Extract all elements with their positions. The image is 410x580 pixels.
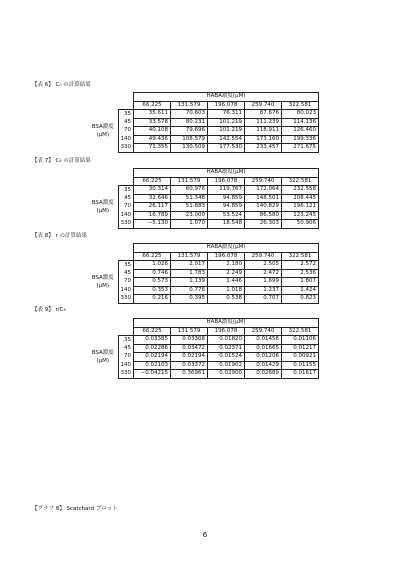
table-cell: 71.355 — [134, 144, 171, 153]
row-header: 70 — [118, 203, 134, 212]
table-cell: 1.783 — [171, 269, 208, 278]
table-9 — [88, 318, 319, 379]
table-cell: 70.603 — [171, 110, 208, 119]
table-cell: 0.00921 — [282, 353, 319, 362]
table-cell: 0.02194 — [134, 353, 171, 362]
table-cell: 148.501 — [245, 194, 282, 203]
table-9-caption: 【表 9】 r/C₆ — [32, 307, 66, 313]
table-cell: 80.023 — [282, 110, 319, 119]
table-row — [88, 278, 319, 287]
table-6 — [88, 92, 319, 153]
col-header: 322.581 — [282, 327, 319, 336]
row-header: 45 — [118, 269, 134, 278]
row-header: 45 — [118, 344, 134, 353]
table-cell: 94.859 — [208, 194, 245, 203]
col-header: 66.225 — [134, 177, 171, 186]
table-cell: 142.554 — [208, 135, 245, 144]
col-header: 322.581 — [282, 177, 319, 186]
table-row — [88, 135, 319, 144]
bsa-label: BSA濃度 (μM) — [91, 123, 114, 138]
col-header: 259.740 — [245, 252, 282, 261]
table-7-caption: 【表 7】 C₆ の計算結果 — [32, 158, 91, 164]
table-cell: 1.026 — [134, 261, 171, 270]
table-cell: 53.524 — [208, 211, 245, 220]
table-cell: 26.117 — [134, 203, 171, 212]
table-cell: 0.01524 — [208, 353, 245, 362]
row-header: 35 — [118, 336, 134, 345]
row-header: 140 — [118, 361, 134, 370]
table-cell: 111.239 — [245, 118, 282, 127]
table-cell: 0.02103 — [134, 361, 171, 370]
col-header: 131.579 — [171, 101, 208, 110]
table-cell: 177.530 — [208, 144, 245, 153]
table-row — [88, 269, 319, 278]
haba-header: HABA濃度(μM) — [134, 319, 319, 328]
table-row — [88, 211, 319, 220]
table-cell: 0.03372 — [171, 361, 208, 370]
table-row — [88, 203, 319, 212]
table-cell: 0.03385 — [134, 336, 171, 345]
table-cell: 0.395 — [171, 295, 208, 304]
col-header: 259.740 — [245, 101, 282, 110]
table-cell: 0.01217 — [282, 344, 319, 353]
table-cell: 1.139 — [171, 278, 208, 287]
table-row — [88, 186, 319, 195]
table-6-caption: 【表 6】 C₀ の計算結果 — [32, 82, 91, 88]
table-cell: 51.348 — [171, 194, 208, 203]
table-cell: 60.976 — [171, 186, 208, 195]
table-row — [88, 127, 319, 136]
table-cell: 35.611 — [134, 110, 171, 119]
row-header: 140 — [118, 135, 134, 144]
table-cell: 126.460 — [282, 127, 319, 136]
table-cell: 2.572 — [282, 261, 319, 270]
table-row — [88, 110, 319, 119]
table-cell: 0.01665 — [245, 344, 282, 353]
table-cell: 0.823 — [282, 295, 319, 304]
table-cell: 86.580 — [245, 211, 282, 220]
table-cell: 16.789 — [134, 211, 171, 220]
table-cell: 0.01617 — [282, 370, 319, 379]
row-header: 35 — [118, 261, 134, 270]
row-header: 45 — [118, 194, 134, 203]
table-cell: 0.01429 — [245, 361, 282, 370]
table-cell: 0.746 — [134, 269, 171, 278]
table-cell: −5.130 — [134, 220, 171, 229]
bsa-label: BSA濃度 (μM) — [91, 349, 114, 364]
row-header: 330 — [118, 295, 134, 304]
table-cell: 199.336 — [282, 135, 319, 144]
table-cell: 140.829 — [245, 203, 282, 212]
table-cell: 0.216 — [134, 295, 171, 304]
table-row — [88, 118, 319, 127]
haba-header: HABA濃度(μM) — [134, 244, 319, 253]
row-header: 35 — [118, 110, 134, 119]
table-cell: 0.776 — [171, 286, 208, 295]
table-cell: 101.219 — [208, 127, 245, 136]
haba-header: HABA濃度(μM) — [134, 169, 319, 178]
row-header: 330 — [118, 220, 134, 229]
col-header: 196.078 — [208, 252, 245, 261]
table-row — [88, 261, 319, 270]
table-cell: 1.070 — [171, 220, 208, 229]
col-header: 322.581 — [282, 252, 319, 261]
table-cell: 130.509 — [171, 144, 208, 153]
table-cell: −0.04215 — [134, 370, 171, 379]
table-cell: 51.883 — [171, 203, 208, 212]
row-header: 330 — [118, 370, 134, 379]
table-cell: 2.536 — [282, 269, 319, 278]
table-cell: 0.353 — [134, 286, 171, 295]
table-cell: 0.02900 — [208, 370, 245, 379]
table-cell: 30.314 — [134, 186, 171, 195]
col-header: 66.225 — [134, 101, 171, 110]
table-cell: 118.911 — [245, 127, 282, 136]
table-cell: 76.311 — [208, 110, 245, 119]
table-cell: 49.436 — [134, 135, 171, 144]
table-cell: 232.558 — [282, 186, 319, 195]
col-header: 131.579 — [171, 327, 208, 336]
col-header: 259.740 — [245, 177, 282, 186]
table-cell: 0.03308 — [171, 336, 208, 345]
table-cell: 119.767 — [208, 186, 245, 195]
table-cell: 2.180 — [208, 261, 245, 270]
table-row — [88, 361, 319, 370]
table-cell: 1.807 — [282, 278, 319, 287]
table-cell: 50.906 — [282, 220, 319, 229]
table-cell: 32.646 — [134, 194, 171, 203]
table-cell: 0.02286 — [134, 344, 171, 353]
table-row — [88, 336, 319, 345]
table-8-caption: 【表 8】 r の計算結果 — [32, 233, 88, 239]
table-row — [88, 220, 319, 229]
table-cell: 233.457 — [245, 144, 282, 153]
table-cell: 1.018 — [208, 286, 245, 295]
row-header: 35 — [118, 186, 134, 195]
table-cell: 0.707 — [245, 295, 282, 304]
table-cell: 173.160 — [245, 135, 282, 144]
table-cell: 94.859 — [208, 203, 245, 212]
table-cell: 0.02371 — [208, 344, 245, 353]
table-cell: 1.237 — [245, 286, 282, 295]
table-cell: 79.696 — [171, 127, 208, 136]
table-cell: 2.472 — [245, 269, 282, 278]
table-cell: 172.064 — [245, 186, 282, 195]
haba-header: HABA濃度(μM) — [134, 93, 319, 102]
bsa-label: BSA濃度 (μM) — [91, 274, 114, 289]
table-cell: 271.675 — [282, 144, 319, 153]
col-header: 322.581 — [282, 101, 319, 110]
table-cell: 2.017 — [171, 261, 208, 270]
table-cell: 0.02194 — [171, 353, 208, 362]
table-cell: 0.538 — [208, 295, 245, 304]
col-header: 66.225 — [134, 252, 171, 261]
row-header: 70 — [118, 278, 134, 287]
col-header: 196.078 — [208, 177, 245, 186]
col-header: 66.225 — [134, 327, 171, 336]
table-cell: 2.505 — [245, 261, 282, 270]
table-cell: 101.219 — [208, 118, 245, 127]
row-header: 330 — [118, 144, 134, 153]
table-row — [88, 194, 319, 203]
table-cell: 0.01106 — [282, 336, 319, 345]
bsa-label: BSA濃度 (μM) — [91, 199, 114, 214]
table-cell: 0.01902 — [208, 361, 245, 370]
table-row — [88, 370, 319, 379]
table-cell: 87.676 — [245, 110, 282, 119]
table-cell: 0.573 — [134, 278, 171, 287]
row-header: 70 — [118, 127, 134, 136]
row-header: 140 — [118, 211, 134, 220]
table-row — [88, 353, 319, 362]
table-7 — [88, 168, 319, 229]
table-cell: 0.01155 — [282, 361, 319, 370]
table-cell: 208.445 — [282, 194, 319, 203]
table-cell: 0.03472 — [171, 344, 208, 353]
row-header: 45 — [118, 118, 134, 127]
table-row — [88, 144, 319, 153]
table-cell: 1.699 — [245, 278, 282, 287]
table-cell: 18.548 — [208, 220, 245, 229]
table-cell: 123.245 — [282, 211, 319, 220]
table-cell: 0.01820 — [208, 336, 245, 345]
table-8 — [88, 243, 319, 304]
col-header: 131.579 — [171, 252, 208, 261]
row-header: 140 — [118, 286, 134, 295]
table-cell: 196.121 — [282, 203, 319, 212]
table-cell: 0.01206 — [245, 353, 282, 362]
row-header: 70 — [118, 353, 134, 362]
table-row — [88, 344, 319, 353]
table-cell: 0.36961 — [171, 370, 208, 379]
graph-caption: 【グラフ 8】 Scatchard プロット — [32, 506, 118, 512]
table-cell: 33.578 — [134, 118, 171, 127]
table-row — [88, 286, 319, 295]
table-cell: 114.136 — [282, 118, 319, 127]
table-cell: 26.303 — [245, 220, 282, 229]
table-cell: 2.249 — [208, 269, 245, 278]
table-row — [88, 295, 319, 304]
table-cell: 0.01456 — [245, 336, 282, 345]
col-header: 259.740 — [245, 327, 282, 336]
table-cell: 80.231 — [171, 118, 208, 127]
table-cell: 40.108 — [134, 127, 171, 136]
page-number: 6 — [202, 531, 208, 539]
table-cell: 23.000 — [171, 211, 208, 220]
table-cell: 1.424 — [282, 286, 319, 295]
col-header: 196.078 — [208, 101, 245, 110]
col-header: 131.579 — [171, 177, 208, 186]
col-header: 196.078 — [208, 327, 245, 336]
table-cell: 108.579 — [171, 135, 208, 144]
table-cell: 1.446 — [208, 278, 245, 287]
table-cell: 0.02689 — [245, 370, 282, 379]
